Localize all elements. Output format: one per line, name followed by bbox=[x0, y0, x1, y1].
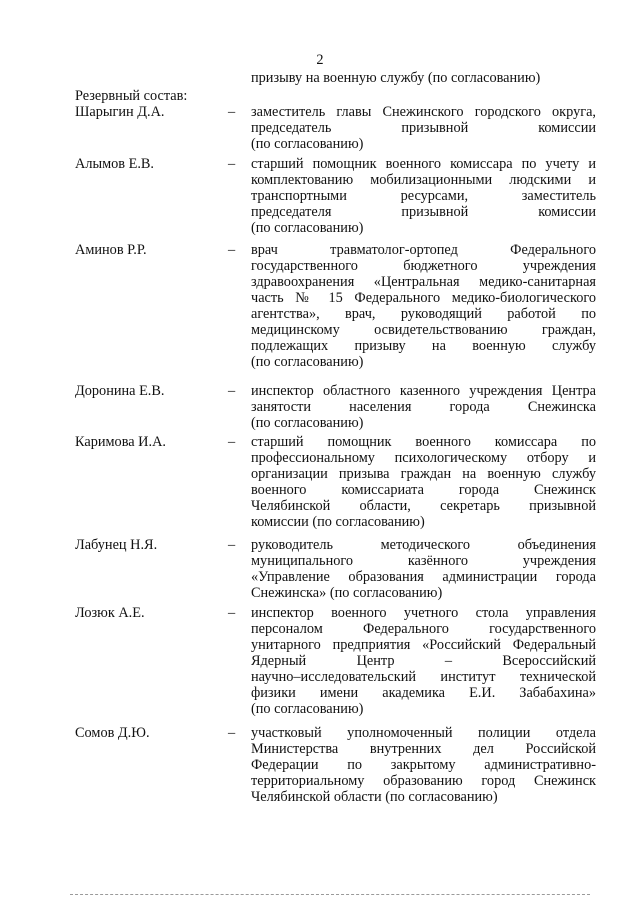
member-name: Шарыгин Д.А. bbox=[75, 104, 165, 120]
footer-divider bbox=[70, 894, 590, 895]
description-line: подлежащих призыву на военную службу bbox=[251, 338, 596, 354]
description-line: (по согласованию) bbox=[251, 220, 364, 236]
description-line: транспортными ресурсами, заместитель bbox=[251, 188, 596, 204]
member-dash: – bbox=[228, 725, 236, 741]
description-line: физики имени академика Е.И. Забабахина» bbox=[251, 685, 596, 701]
description-line: государственного бюджетного учреждения bbox=[251, 258, 596, 274]
member-name: Аминов Р.Р. bbox=[75, 242, 147, 258]
description-line: унитарного предприятия «Российский Федеральный bbox=[251, 637, 596, 653]
member-description bbox=[251, 725, 596, 805]
description-line: инспектор областного казенного учреждения Центра bbox=[251, 383, 596, 399]
member-dash: – bbox=[228, 104, 236, 120]
continuation-line: призыву на военную службу (по согласованию) bbox=[251, 70, 541, 86]
description-line: (по согласованию) bbox=[251, 701, 364, 717]
description-line: (по согласованию) bbox=[251, 354, 364, 370]
description-line: председатель призывной комиссии bbox=[251, 120, 596, 136]
description-line: заместитель главы Снежинского городского округа, bbox=[251, 104, 596, 120]
description-line: здравоохранения «Центральная медико-санитарная bbox=[251, 274, 596, 290]
description-line: (по согласованию) bbox=[251, 415, 364, 431]
description-line: организации призыва граждан на военную службу bbox=[251, 466, 596, 482]
member-name: Сомов Д.Ю. bbox=[75, 725, 150, 741]
member-dash: – bbox=[228, 537, 236, 553]
member-dash: – bbox=[228, 156, 236, 172]
description-line: врач травматолог-ортопед Федерального bbox=[251, 242, 596, 258]
member-dash: – bbox=[228, 242, 236, 258]
description-line: старший помощник военного комиссара по учету и bbox=[251, 156, 596, 172]
description-line: руководитель методического объединения bbox=[251, 537, 596, 553]
description-line: персоналом Федерального государственного bbox=[251, 621, 596, 637]
member-name: Каримова И.А. bbox=[75, 434, 166, 450]
description-line: научно–исследовательский институт технической bbox=[251, 669, 596, 685]
description-line: «Управление образования администрации города bbox=[251, 569, 596, 585]
member-name: Лозюк А.Е. bbox=[75, 605, 145, 621]
description-line: медицинскому освидетельствованию граждан, bbox=[251, 322, 596, 338]
description-line: комплектованию мобилизационными людскими и bbox=[251, 172, 596, 188]
description-line: военного комиссариата города Снежинск bbox=[251, 482, 596, 498]
member-name: Доронина Е.В. bbox=[75, 383, 165, 399]
description-line: профессиональному психологическому отбору и bbox=[251, 450, 596, 466]
reserve-heading: Резервный состав: bbox=[75, 88, 188, 104]
description-line: участковый уполномоченный полиции отдела bbox=[251, 725, 596, 741]
description-line: Министерства внутренних дел Российской bbox=[251, 741, 596, 757]
member-description bbox=[251, 156, 596, 236]
member-description bbox=[251, 605, 596, 717]
member-name: Лабунец Н.Я. bbox=[75, 537, 158, 553]
description-line: Снежинска» (по согласованию) bbox=[251, 585, 443, 601]
description-line: часть № 15 Федерального медико-биологического bbox=[251, 290, 596, 306]
description-line: председателя призывной комиссии bbox=[251, 204, 596, 220]
description-line: Федерации по закрытому административно- bbox=[251, 757, 596, 773]
page-number: 2 bbox=[316, 52, 324, 68]
description-line: Челябинской области (по согласованию) bbox=[251, 789, 498, 805]
description-line: комиссии (по согласованию) bbox=[251, 514, 425, 530]
member-description bbox=[251, 104, 596, 152]
description-line: агентства», врач, руководящий работой по bbox=[251, 306, 596, 322]
description-line: инспектор военного учетного стола управления bbox=[251, 605, 596, 621]
member-dash: – bbox=[228, 383, 236, 399]
member-description bbox=[251, 537, 596, 601]
description-line: (по согласованию) bbox=[251, 136, 364, 152]
member-description bbox=[251, 383, 596, 431]
description-line: Челябинской области, секретарь призывной bbox=[251, 498, 596, 514]
member-dash: – bbox=[228, 605, 236, 621]
description-line: занятости населения города Снежинска bbox=[251, 399, 596, 415]
description-line: территориальному образованию город Снежинск bbox=[251, 773, 596, 789]
member-name: Алымов Е.В. bbox=[75, 156, 155, 172]
description-line: старший помощник военного комиссара по bbox=[251, 434, 596, 450]
member-dash: – bbox=[228, 434, 236, 450]
member-description bbox=[251, 434, 596, 530]
member-description bbox=[251, 242, 596, 370]
description-line: Ядерный Центр – Всероссийский bbox=[251, 653, 596, 669]
description-line: муниципального казённого учреждения bbox=[251, 553, 596, 569]
